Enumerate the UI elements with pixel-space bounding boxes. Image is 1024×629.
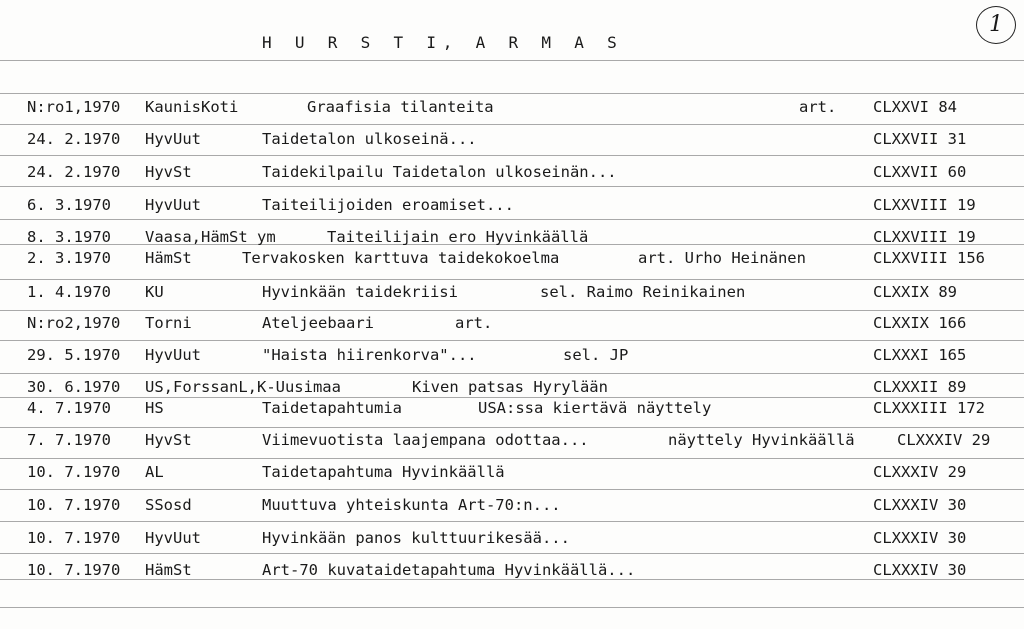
entry-title: Art-70 kuvataidetapahtuma Hyvinkäällä... [262,561,636,579]
card-title: H U R S T I, A R M A S [262,33,624,52]
entry-reference: CLXXVII 31 [873,130,967,148]
rule-line [0,310,1024,311]
entry-reference: CLXXIX 166 [873,314,967,332]
entry-reference: CLXXXI 165 [873,346,967,364]
entry-reference: CLXXVIII 19 [873,228,976,246]
entry-title: Kiven patsas Hyrylään [412,378,608,396]
entry-note: sel. Raimo Reinikainen [540,283,746,301]
rule-line [0,458,1024,459]
rule-line [0,124,1024,125]
entry-source: Vaasa,HämSt ym [145,228,276,246]
page-number-circle: 1 [976,6,1016,44]
entry-source: US,ForssanL,K-Uusimaa [145,378,341,396]
entry-date: N:ro1,1970 [27,98,121,116]
entry-title: Viimevuotista laajempana odottaa... [262,431,589,449]
entry-title: Tervakosken karttuva taidekokoelma [242,249,560,267]
entry-title: Taidekilpailu Taidetalon ulkoseinän... [262,163,617,181]
entry-date: 10. 7.1970 [27,529,121,547]
entry-source: HyvUut [145,130,201,148]
entry-note: näyttely Hyvinkäällä [668,431,855,449]
entry-date: 29. 5.1970 [27,346,121,364]
entry-reference: CLXXVII 60 [873,163,967,181]
rule-line [0,155,1024,156]
rule-line [0,553,1024,554]
rule-line [0,186,1024,187]
rule-line [0,427,1024,428]
entry-title: Taidetalon ulkoseinä... [262,130,477,148]
rule-line [0,607,1024,608]
entry-date: 1. 4.1970 [27,283,111,301]
entry-title: Taiteilijoiden eroamiset... [262,196,514,214]
entry-source: HyvUut [145,529,201,547]
entry-reference: CLXXXIV 29 [897,431,991,449]
entry-date: 24. 2.1970 [27,130,121,148]
entry-title: Taidetapahtumia [262,399,402,417]
entry-reference: CLXXXIV 30 [873,529,967,547]
entry-date: 10. 7.1970 [27,496,121,514]
entry-source: HyvSt [145,163,192,181]
rule-line [0,340,1024,341]
entry-title: Hyvinkään panos kulttuurikesää... [262,529,570,547]
entry-source: KaunisKoti [145,98,239,116]
entry-reference: CLXXXII 89 [873,378,967,396]
entry-source: SSosd [145,496,192,514]
entry-title: "Haista hiirenkorva"... [262,346,477,364]
entry-source: KU [145,283,164,301]
entry-reference: CLXXXIV 29 [873,463,967,481]
entry-note: art. Urho Heinänen [638,249,806,267]
entry-note: sel. JP [563,346,629,364]
entry-title: Taiteilijain ero Hyvinkäällä [327,228,589,246]
entry-source: HyvSt [145,431,192,449]
rule-line [0,373,1024,374]
rule-line [0,219,1024,220]
entry-title: Hyvinkään taidekriisi [262,283,458,301]
entry-reference: CLXXIX 89 [873,283,957,301]
entry-title: Muuttuva yhteiskunta Art-70:n... [262,496,561,514]
entry-note: art. [799,98,837,116]
entry-reference: CLXXVI 84 [873,98,957,116]
entry-date: 10. 7.1970 [27,463,121,481]
entry-source: HyvUut [145,346,201,364]
rule-line [0,521,1024,522]
entry-note: USA:ssa kiertävä näyttely [478,399,712,417]
rule-line [0,489,1024,490]
entry-date: 6. 3.1970 [27,196,111,214]
entry-reference: CLXXXIII 172 [873,399,985,417]
entry-title: Graafisia tilanteita [307,98,494,116]
entry-date: 10. 7.1970 [27,561,121,579]
entry-reference: CLXXVIII 156 [873,249,985,267]
entry-date: 2. 3.1970 [27,249,111,267]
entry-source: HämSt [145,249,192,267]
entry-note: art. [455,314,493,332]
entry-source: HyvUut [145,196,201,214]
rule-line [0,60,1024,61]
entry-reference: CLXXVIII 19 [873,196,976,214]
rule-line [0,93,1024,94]
entry-title: Taidetapahtuma Hyvinkäällä [262,463,505,481]
entry-date: N:ro2,1970 [27,314,121,332]
rule-line [0,279,1024,280]
entry-title: Ateljeebaari [262,314,374,332]
entry-source: Torni [145,314,192,332]
entry-reference: CLXXXIV 30 [873,561,967,579]
entry-source: HS [145,399,164,417]
entry-date: 30. 6.1970 [27,378,121,396]
entry-date: 8. 3.1970 [27,228,111,246]
entry-date: 7. 7.1970 [27,431,111,449]
entry-reference: CLXXXIV 30 [873,496,967,514]
entry-source: HämSt [145,561,192,579]
entry-date: 4. 7.1970 [27,399,111,417]
entry-source: AL [145,463,164,481]
entry-date: 24. 2.1970 [27,163,121,181]
